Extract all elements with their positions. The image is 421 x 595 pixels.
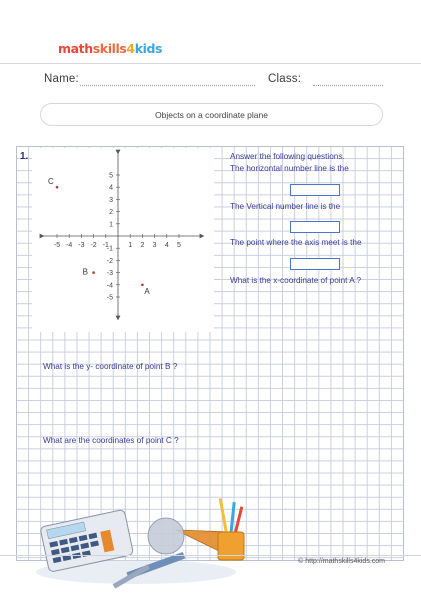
x-tick-label: 2	[140, 242, 145, 249]
question-x-coordinate-a: What is the x-coordinate of point A ?	[230, 276, 362, 285]
question-horizontal-line: The horizontal number line is the	[230, 164, 349, 173]
footer-divider	[0, 555, 421, 556]
name-field[interactable]	[80, 85, 255, 86]
answer-box-vertical[interactable]	[290, 221, 340, 233]
coordinate-plane-svg	[32, 148, 214, 332]
question-number: 1.	[20, 151, 29, 162]
x-tick-label: -2	[90, 242, 97, 249]
y-tick-label: 4	[109, 184, 113, 192]
logo-text-math: math	[58, 40, 93, 56]
y-tick-label: -4	[106, 282, 113, 290]
point-a-label: A	[144, 286, 150, 296]
header-divider	[0, 63, 421, 64]
logo-text-kids: kids	[134, 40, 163, 56]
coordinate-plane	[32, 148, 214, 332]
x-tick-label: 4	[164, 242, 169, 249]
y-tick-label: 3	[109, 196, 113, 204]
x-tick-label: 1	[128, 242, 133, 249]
x-tick-label: -1	[102, 242, 109, 249]
class-field[interactable]	[313, 85, 383, 86]
class-label: Class:	[268, 73, 302, 85]
point-c-label: C	[48, 177, 54, 187]
name-label: Name:	[44, 73, 79, 85]
y-tick-label: 2	[109, 209, 113, 217]
y-tick-label: 1	[109, 221, 113, 229]
x-tick-label: -3	[78, 242, 85, 249]
question-axis-meet: The point where the axis meet is the	[230, 238, 362, 247]
y-tick-label: 5	[109, 172, 113, 180]
logo-text-skills: skills	[92, 40, 127, 56]
question-coordinates-c: What are the coordinates of point C ?	[43, 436, 179, 445]
logo-text-4: 4	[126, 40, 135, 56]
x-tick-label: 3	[152, 242, 157, 249]
x-tick-label: 5	[177, 242, 181, 249]
questions-intro: Answer the following questions.	[230, 152, 345, 161]
question-vertical-line: The Vertical number line is the	[230, 202, 341, 211]
point-b-label: B	[82, 267, 88, 277]
point-c-marker	[56, 186, 59, 189]
question-y-coordinate-b: What is the y- coordinate of point B ?	[43, 362, 178, 371]
y-tick-label: -1	[106, 245, 113, 253]
mathskills4kids-logo	[58, 40, 162, 56]
point-b-marker	[92, 271, 95, 274]
answer-box-horizontal[interactable]	[290, 184, 340, 196]
copyright-text: © http://mathskills4kids.com	[298, 558, 385, 565]
point-a-marker	[141, 284, 144, 287]
answer-box-origin[interactable]	[290, 258, 340, 270]
y-tick-label: -2	[106, 257, 113, 265]
worksheet-title: Objects on a coordinate plane	[40, 103, 383, 126]
x-tick-label: -5	[53, 242, 61, 249]
y-tick-label: -3	[106, 270, 113, 278]
protractor-icon	[148, 518, 184, 554]
y-tick-label: -5	[106, 294, 113, 302]
x-tick-label: -4	[66, 242, 73, 249]
